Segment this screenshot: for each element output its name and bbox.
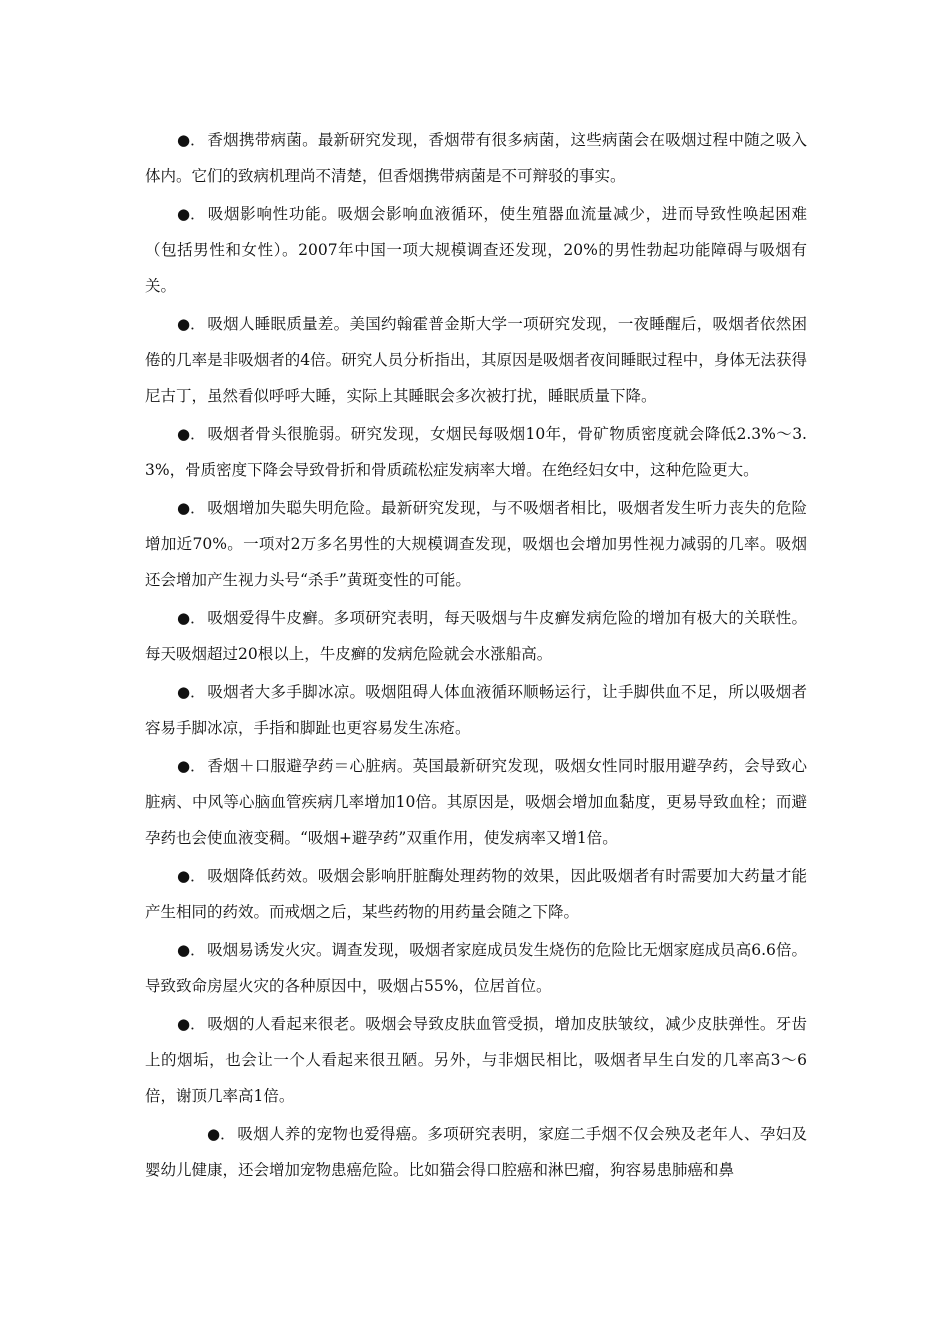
paragraph-text: 吸烟的人看起来很老。吸烟会导致皮肤血管受损，增加皮肤皱纹，减少皮肤弹性。牙齿上的烟垢，也会让一个人看起来很丑陋。另外，与非烟民相比，吸烟者早生白发的几率高3～6倍，谢顶几率高1倍。 — [145, 1015, 807, 1105]
paragraph-hearing-vision — [145, 490, 807, 598]
paragraph-text: 吸烟影响性功能。吸烟会影响血液循环，使生殖器血流量减少，进而导致性唤起困难（包括男性和女性）。2007年中国一项大规模调查还发现，20%的男性勃起功能障碍与吸烟有关。 — [145, 205, 807, 295]
bullet-icon: ●． — [177, 499, 206, 517]
paragraph-sleep-quality — [145, 306, 807, 414]
paragraph-text: 香烟携带病菌。最新研究发现，香烟带有很多病菌，这些病菌会在吸烟过程中随之吸入体内。它们的致病机理尚不清楚，但香烟携带病菌是不可辩驳的事实。 — [145, 131, 807, 185]
paragraph-aging-appearance — [145, 1006, 807, 1114]
bullet-icon: ●． — [177, 683, 206, 701]
paragraph-cold-extremities — [145, 674, 807, 746]
bullet-icon: ●． — [177, 205, 206, 223]
paragraph-fire-risk — [145, 932, 807, 1004]
paragraph-text: 香烟＋口服避孕药＝心脏病。英国最新研究发现，吸烟女性同时服用避孕药，会导致心脏病、中风等心脑血管疾病几率增加10倍。其原因是，吸烟会增加血黏度，更易导致血栓；而避孕药也会使血液变稠。“吸烟+避孕药”双重作用，使发病率又增1倍。 — [145, 757, 807, 847]
paragraph-text: 吸烟人养的宠物也爱得癌。多项研究表明，家庭二手烟不仅会殃及老年人、孕妇及婴幼儿健康，还会增加宠物患癌危险。比如猫会得口腔癌和淋巴瘤，狗容易患肺癌和鼻 — [145, 1125, 807, 1179]
paragraph-text: 吸烟人睡眠质量差。美国约翰霍普金斯大学一项研究发现，一夜睡醒后，吸烟者依然困倦的几率是非吸烟者的4倍。研究人员分析指出，其原因是吸烟者夜间睡眠过程中，身体无法获得尼古丁，虽然看似呼呼大睡，实际上其睡眠会多次被打扰，睡眠质量下降。 — [145, 315, 807, 405]
paragraph-text: 吸烟易诱发火灾。调查发现，吸烟者家庭成员发生烧伤的危险比无烟家庭成员高6.6倍。导致致命房屋火灾的各种原因中，吸烟占55%，位居首位。 — [145, 941, 807, 995]
bullet-icon: ●． — [177, 609, 206, 627]
paragraph-text: 吸烟爱得牛皮癣。多项研究表明，每天吸烟与牛皮癣发病危险的增加有极大的关联性。每天吸烟超过20根以上，牛皮癣的发病危险就会水涨船高。 — [145, 609, 807, 663]
paragraph-bone-fragility — [145, 416, 807, 488]
paragraph-text: 吸烟降低药效。吸烟会影响肝脏酶处理药物的效果，因此吸烟者有时需要加大药量才能产生相同的药效。而戒烟之后，某些药物的用药量会随之下降。 — [145, 867, 807, 921]
bullet-icon: ●． — [177, 757, 206, 775]
paragraph-contraceptive-heart — [145, 748, 807, 856]
bullet-icon: ●． — [177, 131, 206, 149]
paragraph-drug-efficacy — [145, 858, 807, 930]
bullet-icon: ●． — [207, 1125, 236, 1143]
paragraph-text: 吸烟者骨头很脆弱。研究发现，女烟民每吸烟10年，骨矿物质密度就会降低2.3%～3.3%，骨质密度下降会导致骨折和骨质疏松症发病率大增。在绝经妇女中，这种危险更大。 — [145, 425, 807, 479]
paragraph-text: 吸烟者大多手脚冰凉。吸烟阻碍人体血液循环顺畅运行，让手脚供血不足，所以吸烟者容易手脚冰凉，手指和脚趾也更容易发生冻疮。 — [145, 683, 807, 737]
paragraph-pet-cancer — [145, 1116, 807, 1188]
paragraph-text: 吸烟增加失聪失明危险。最新研究发现，与不吸烟者相比，吸烟者发生听力丧失的危险增加近70%。一项对2万多名男性的大规模调查发现，吸烟也会增加男性视力减弱的几率。吸烟还会增加产生视力头号“杀手”黄斑变性的可能。 — [145, 499, 807, 589]
bullet-icon: ●． — [177, 315, 206, 333]
bullet-icon: ●． — [177, 1015, 206, 1033]
document-body — [145, 122, 807, 1190]
paragraph-psoriasis — [145, 600, 807, 672]
bullet-icon: ●． — [177, 425, 206, 443]
bullet-icon: ●． — [177, 867, 206, 885]
bullet-icon: ●． — [177, 941, 206, 959]
paragraph-sexual-function — [145, 196, 807, 304]
paragraph-cigarette-bacteria — [145, 122, 807, 194]
